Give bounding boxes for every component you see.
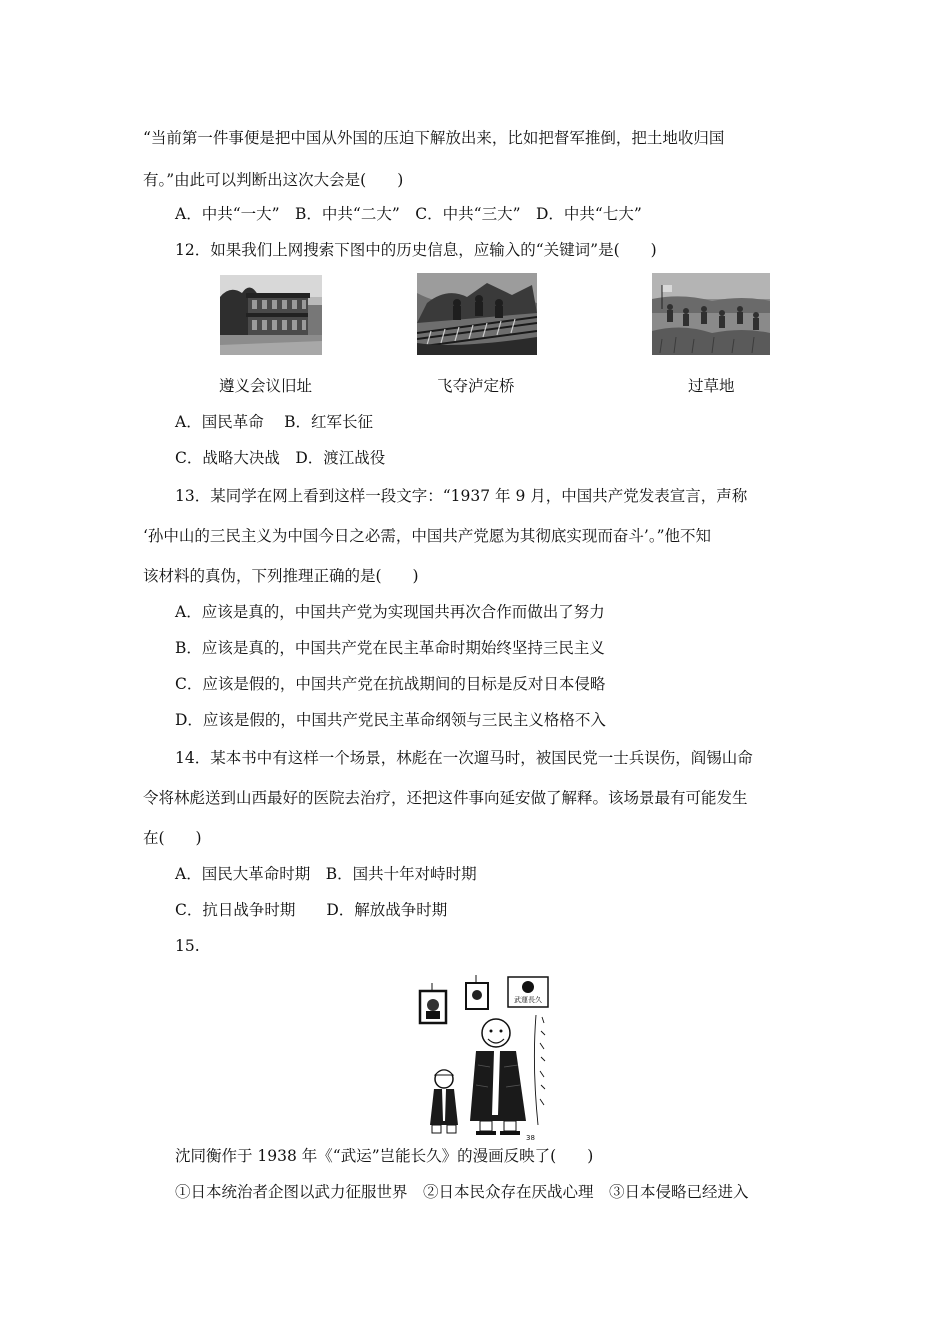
q12-stem: 12．如果我们上网搜索下图中的历史信息，应输入的“关键词”是( ) (175, 241, 657, 259)
q13-line2: ‘孙中山的三民主义为中国今日之必需，中国共产党愿为其彻底实现而奋斗’。”他不知 (143, 527, 712, 545)
q11-options: A．中共“一大” B．中共“二大” C．中共“三大” D．中共“七大” (175, 205, 642, 223)
cartoon-mark: 38 (526, 1134, 535, 1142)
q15-stem: 沈同衡作于 1938 年《“武运”岂能长久》的漫画反映了( ) (175, 1147, 594, 1165)
wuyun-cartoon (414, 975, 549, 1145)
q15-statements: ①日本统治者企图以武力征服世界 ②日本民众存在厌战心理 ③日本侵略已经进入 (175, 1183, 749, 1201)
grassland-photo (652, 273, 770, 355)
q15-number: 15. (175, 937, 200, 955)
q14-options-row2: C．抗日战争时期 D．解放战争时期 (175, 901, 448, 919)
q14-line3: 在( ) (143, 829, 202, 847)
wuyun-cartoon-drawing (414, 975, 549, 1145)
luding-bridge-photo (417, 273, 537, 355)
zunyi-site-image (220, 275, 322, 355)
cartoon-banner-text: 武運長久 (514, 996, 542, 1004)
caption-grassland: 过草地 (688, 377, 735, 395)
q14-line1: 14．某本书中有这样一个场景，林彪在一次遛马时，被国民党一士兵误伤，阎锡山命 (175, 749, 753, 767)
caption-luding: 飞夺泸定桥 (437, 377, 515, 395)
q14-line2: 令将林彪送到山西最好的医院去治疗，还把这件事向延安做了解释。该场景最有可能发生 (143, 789, 748, 807)
zunyi-site-photo (220, 275, 322, 355)
q11-line2: 有。”由此可以判断出这次大会是( ) (143, 171, 404, 189)
q11-line1: “当前第一件事便是把中国从外国的压迫下解放出来，比如把督军推倒，把土地收归国 (143, 129, 725, 147)
q12-options-row2: C．战略大决战 D．渡江战役 (175, 449, 386, 467)
q13-line3: 该材料的真伪，下列推理正确的是( ) (143, 567, 419, 585)
grassland-image (652, 273, 770, 355)
luding-bridge-image (417, 273, 537, 355)
q12-options-row1: A．国民革命 B．红军长征 (175, 413, 374, 431)
q13-line1: 13．某同学在网上看到这样一段文字：“1937 年 9 月，中国共产党发表宣言，声称 (175, 487, 748, 505)
q13-option-d: D．应该是假的，中国共产党民主革命纲领与三民主义格格不入 (175, 711, 606, 729)
caption-zunyi: 遵义会议旧址 (219, 377, 313, 395)
q13-option-b: B．应该是真的，中国共产党在民主革命时期始终坚持三民主义 (175, 639, 605, 657)
q14-options-row1: A．国民大革命时期 B．国共十年对峙时期 (175, 865, 477, 883)
q13-option-a: A．应该是真的，中国共产党为实现国共再次合作而做出了努力 (175, 603, 605, 621)
q13-option-c: C．应该是假的，中国共产党在抗战期间的目标是反对日本侵略 (175, 675, 606, 693)
